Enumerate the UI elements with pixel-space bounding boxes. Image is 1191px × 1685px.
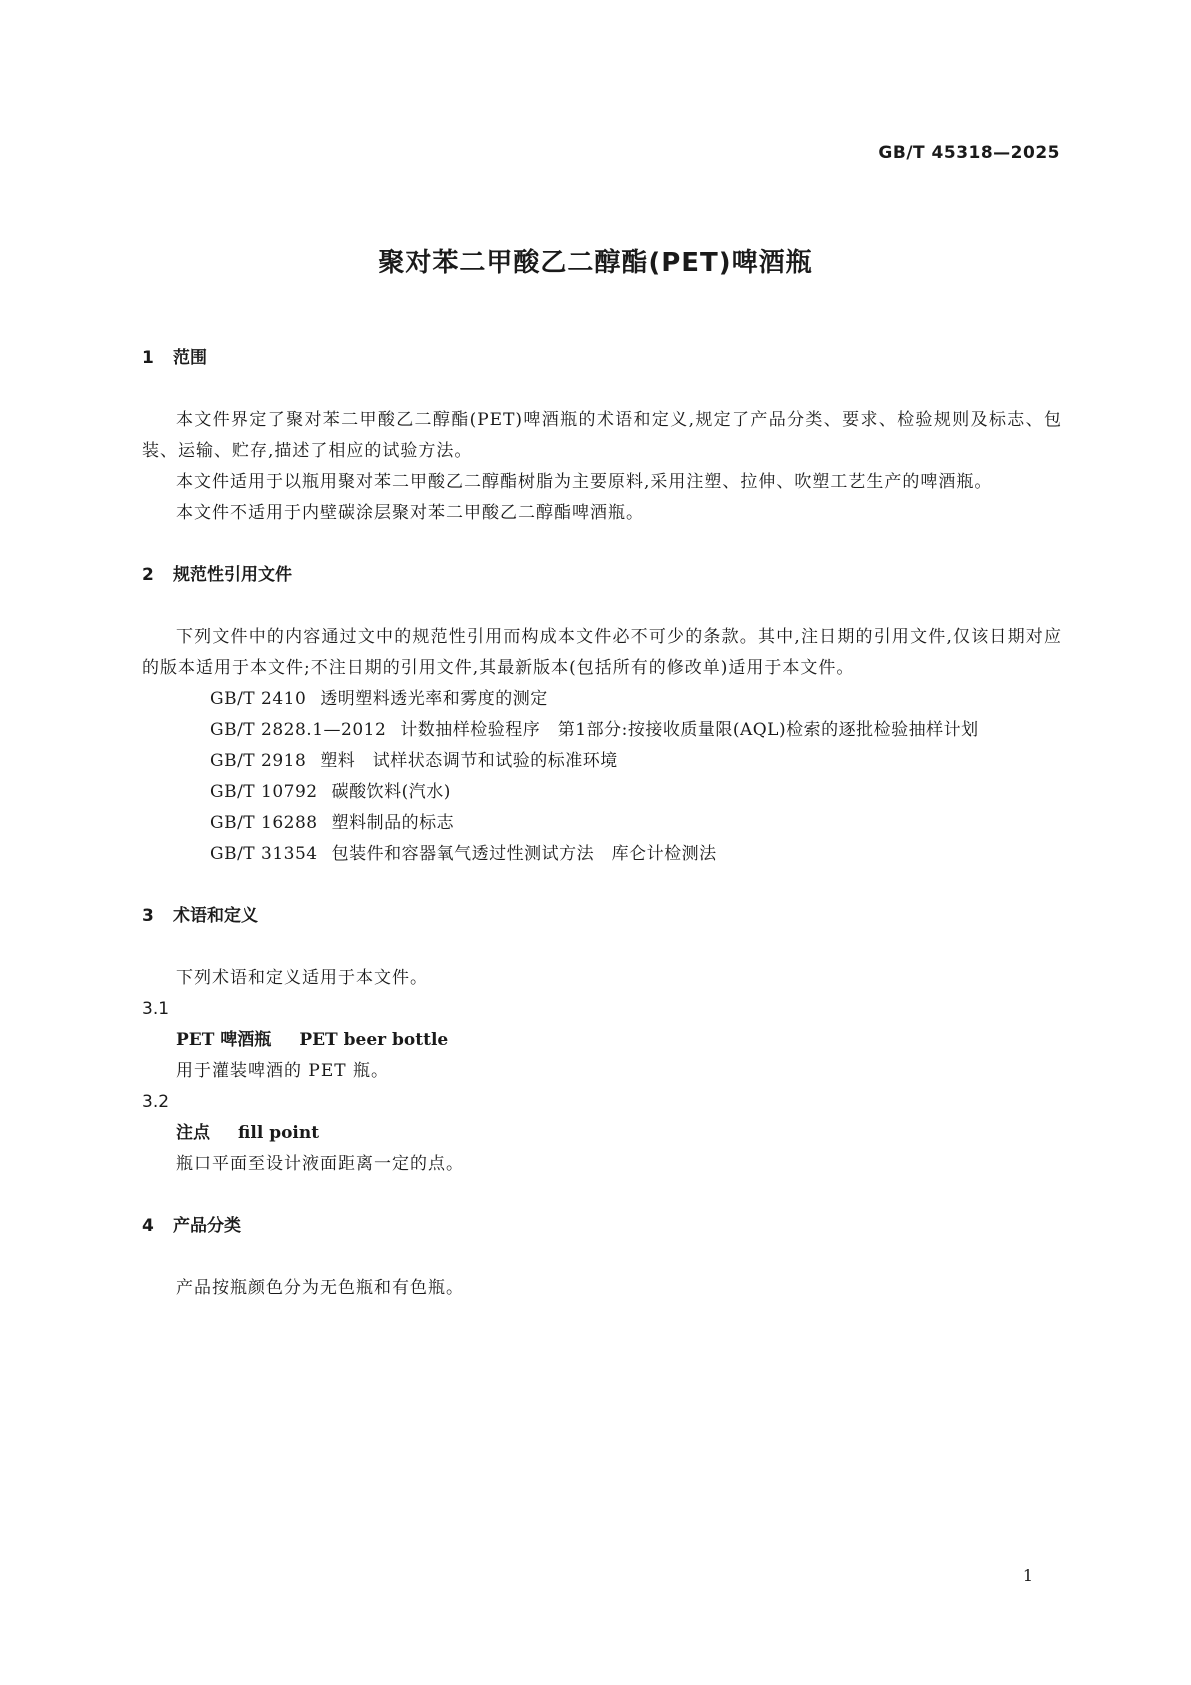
section-heading-normative-references — [142, 560, 1062, 591]
reference-item — [142, 839, 1062, 870]
document-title: 聚对苯二甲酸乙二醇酯(PET)啤酒瓶 — [378, 248, 813, 278]
reference-item — [142, 715, 1062, 746]
section-heading-classification — [142, 1211, 1062, 1242]
reference-item — [142, 684, 1062, 715]
reference-title: 碳酸饮料(汽水) — [331, 782, 451, 802]
paragraph: 本文件适用于以瓶用聚对苯二甲酸乙二醇酯树脂为主要原料,采用注塑、拉伸、吹塑工艺生产的啤酒瓶。 — [176, 472, 993, 492]
reference-title: 透明塑料透光率和雾度的测定 — [320, 689, 548, 709]
reference-item — [142, 808, 1062, 839]
reference-code: GB/T 31354 — [210, 844, 318, 864]
reference-title: 计数抽样检验程序 第1部分:按接收质量限(AQL)检索的逐批检验抽样计划 — [400, 720, 979, 740]
page-number: 1 — [1022, 1566, 1033, 1585]
section-heading-terms-definitions — [142, 901, 1062, 932]
term-number: 3.2 — [142, 1092, 170, 1112]
reference-item — [142, 746, 1062, 777]
paragraph: 本文件不适用于内壁碳涂层聚对苯二甲酸乙二醇酯啤酒瓶。 — [176, 503, 644, 523]
term-entry — [142, 1025, 1062, 1056]
term-zh: PET 啤酒瓶 — [176, 1030, 272, 1050]
section-number: 1 — [142, 348, 154, 368]
section-title: 范围 — [173, 348, 207, 368]
reference-item — [142, 777, 1062, 808]
section-heading-scope — [142, 343, 1062, 374]
term-entry — [142, 1118, 1062, 1149]
term-definition: 用于灌装啤酒的 PET 瓶。 — [176, 1061, 389, 1081]
standard-number: GB/T 45318—2025 — [878, 143, 1060, 163]
reference-title: 塑料 试样状态调节和试验的标准环境 — [320, 751, 618, 771]
paragraph: 下列术语和定义适用于本文件。 — [176, 968, 428, 988]
section-title: 规范性引用文件 — [173, 565, 292, 585]
section-title: 术语和定义 — [173, 906, 258, 926]
reference-code: GB/T 10792 — [210, 782, 318, 802]
term-number: 3.1 — [142, 999, 170, 1019]
section-number: 4 — [142, 1216, 154, 1236]
term-en: PET beer bottle — [299, 1030, 449, 1050]
reference-title: 包装件和容器氧气透过性测试方法 库仑计检测法 — [331, 844, 717, 864]
reference-code: GB/T 2410 — [210, 689, 307, 709]
section-title: 产品分类 — [173, 1216, 241, 1236]
reference-title: 塑料制品的标志 — [331, 813, 455, 833]
reference-code: GB/T 2918 — [210, 751, 307, 771]
section-number: 2 — [142, 565, 154, 585]
document-body — [142, 343, 1062, 1304]
section-number: 3 — [142, 906, 154, 926]
paragraph: 本文件界定了聚对苯二甲酸乙二醇酯(PET)啤酒瓶的术语和定义,规定了产品分类、要求、检验规则及标志、包装、运输、贮存,描述了相应的试验方法。 — [142, 410, 1062, 461]
term-en: fill point — [238, 1123, 320, 1143]
paragraph: 下列文件中的内容通过文中的规范性引用而构成本文件必不可少的条款。其中,注日期的引用文件,仅该日期对应的版本适用于本文件;不注日期的引用文件,其最新版本(包括所有的修改单)适用于本文件。 — [142, 627, 1062, 678]
term-definition: 瓶口平面至设计液面距离一定的点。 — [176, 1154, 464, 1174]
reference-code: GB/T 16288 — [210, 813, 318, 833]
term-zh: 注点 — [176, 1123, 210, 1143]
reference-code: GB/T 2828.1—2012 — [210, 720, 387, 740]
paragraph: 产品按瓶颜色分为无色瓶和有色瓶。 — [176, 1278, 464, 1298]
